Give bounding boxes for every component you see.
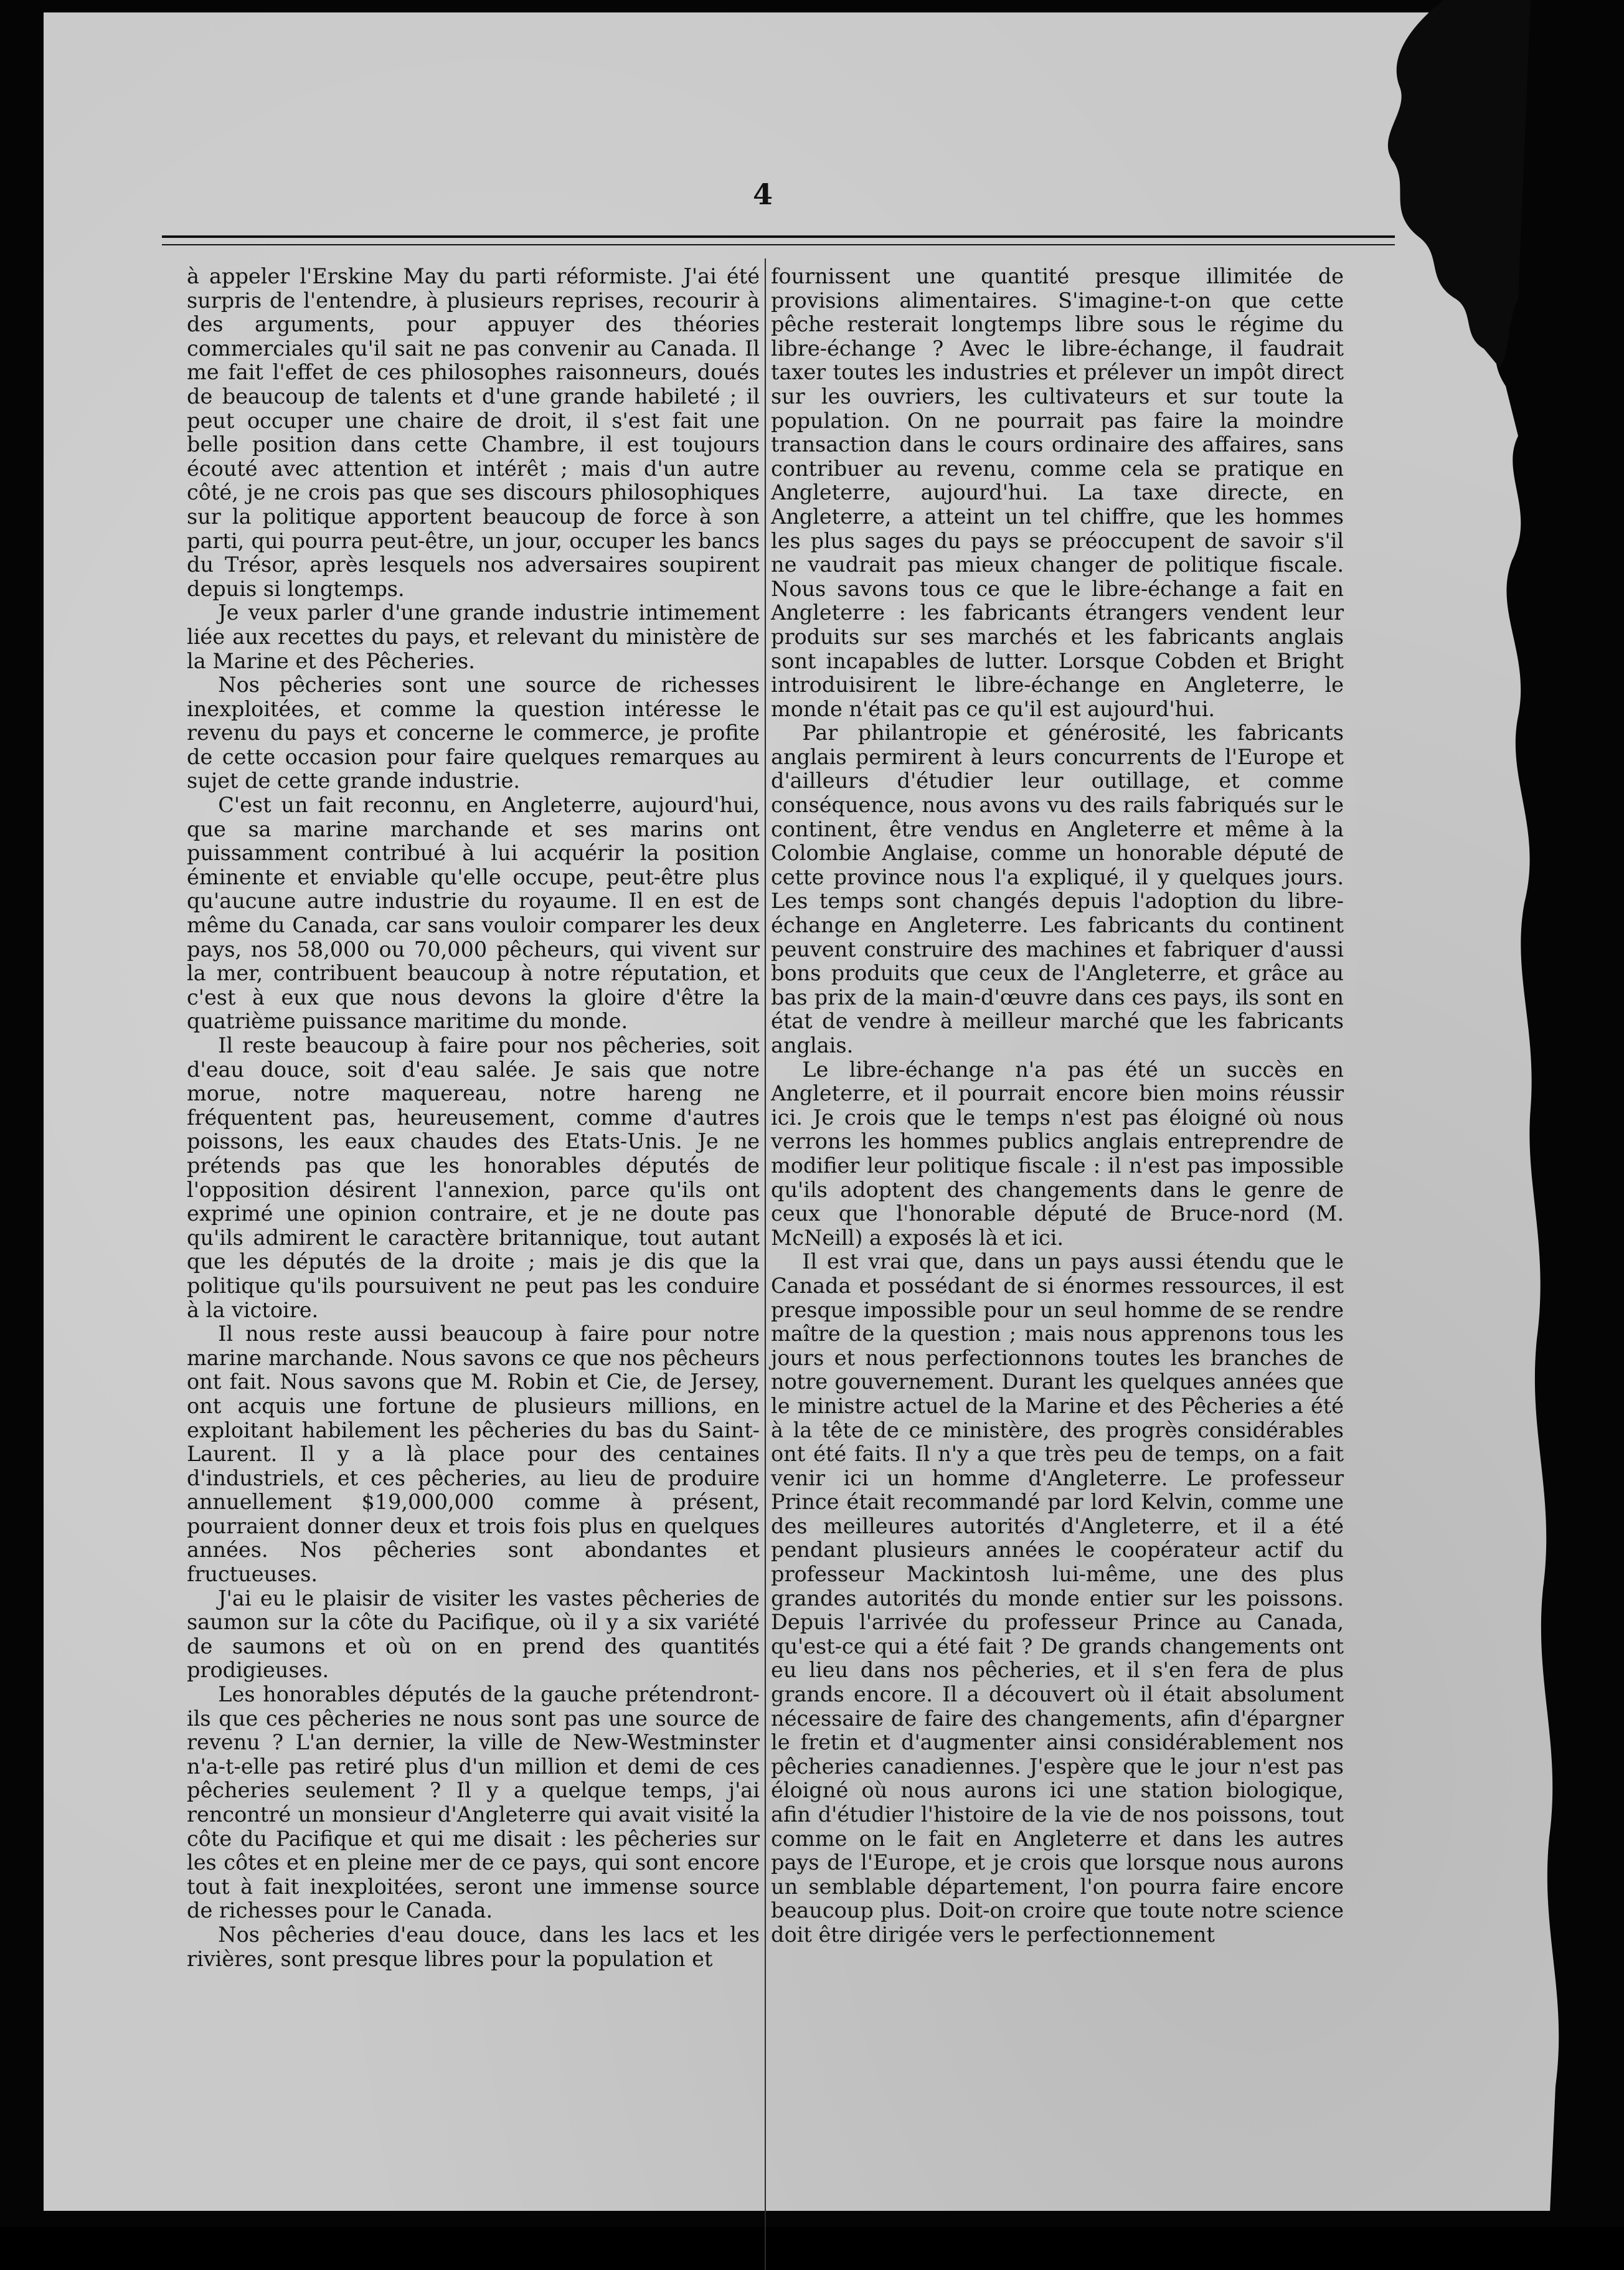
paragraph: Par philantropie et générosité, les fabricants anglais permirent à leurs concurrents de l'Europe et d'ailleurs d'étudier leur outillage, et comme conséquence, nous avons vu des rails fabriqués sur le continent, être vendus en Angleterre et même à la Colombie Anglaise, comme un honorable député de cette province nous l'a expliqué, il y quelques jours. Les temps sont changés depuis l'adoption du libre-échange en Angleterre. Les fabricants du continent peuvent construire des machines et fabriquer d'aussi bons produits que ceux de l'Angleterre, et grâce au bas prix de la main-d'œuvre dans ces pays, ils sont en état de vendre à meilleur marché que les fabricants anglais.	[771, 721, 1344, 1057]
paragraph: Les honorables députés de la gauche prétendront-ils que ces pêcheries ne nous sont pas une source de revenu ? L'an dernier, la ville de New-Westminster n'a-t-elle pas retiré plus d'un million et demi de ces pêcheries seulement ? Il y a quelque temps, j'ai rencontré un monsieur d'Angleterre qui avait visité la côte du Pacifique et qui me disait : les pêcheries sur les côtes et en pleine mer de ce pays, qui sont encore tout à fait inexploitées, seront une immense source de richesses pour le Canada.	[187, 1682, 760, 1923]
paragraph: Il nous reste aussi beaucoup à faire pour notre marine marchande. Nous savons ce que nos pêcheurs ont fait. Nous savons que M. Robin et Cie, de Jersey, ont acquis une fortune de plusieurs millions, en exploitant habilement les pêcheries du bas du Saint-Laurent. Il y a là place pour des centaines d'industriels, et ces pêcheries, au lieu de produire annuellement $19,000,000 comme à présent, pourraient donner deux et trois fois plus en quelques années. Nos pêcheries sont abondantes et fructueuses.	[187, 1322, 760, 1587]
column-divider	[765, 258, 766, 2270]
left-column	[187, 265, 760, 1971]
header-rule-thin	[162, 244, 1395, 245]
header-rule-thick	[162, 235, 1395, 238]
paragraph: à appeler l'Erskine May du parti réformiste. J'ai été surpris de l'entendre, à plusieurs reprises, recourir à des arguments, pour appuyer des théories commerciales qu'il sait ne pas convenir au Canada. Il me fait l'effet de ces philosophes raisonneurs, doués de beaucoup de talents et d'une grande habileté ; il peut occuper une chaire de droit, il s'est fait une belle position dans cette Chambre, il est toujours écouté avec attention et intérêt ; mais d'un autre côté, je ne crois pas que ses discours philosophiques sur la politique apportent beaucoup de force à son parti, qui pourra peut-être, un jour, occuper les bancs du Trésor, après lesquels nos adversaires soupirent depuis si longtemps.	[187, 264, 760, 601]
paragraph: Il reste beaucoup à faire pour nos pêcheries, soit d'eau douce, soit d'eau salée. Je sais que notre morue, notre maquereau, notre hareng ne fréquentent pas, heureusement, comme d'autres poissons, les eaux chaudes des Etats-Unis. Je ne prétends pas que les honorables députés de l'opposition désirent l'annexion, parce qu'ils ont exprimé une opinion contraire, et je ne doute pas qu'ils admirent le caractère britannique, tout autant que les députés de la droite ; mais je dis que la politique qu'ils poursuivent ne peut pas les conduire à la victoire.	[187, 1033, 760, 1322]
paragraph: J'ai eu le plaisir de visiter les vastes pêcheries de saumon sur la côte du Pacifique, où il y a six variété de saumons et où on en prend des quantités prodigieuses.	[187, 1586, 760, 1683]
paragraph: Il est vrai que, dans un pays aussi étendu que le Canada et possédant de si énormes ressources, il est presque impossible pour un seul homme de se rendre maître de la question ; mais nous apprenons tous les jours et nous perfectionnons toutes les branches de notre gouvernement. Durant les quelques années que le ministre actuel de la Marine et des Pêcheries a été à la tête de ce ministère, des progrès considérables ont été faits. Il n'y a que très peu de temps, on a fait venir ici un homme d'Angleterre. Le professeur Prince était recommandé par lord Kelvin, comme une des meilleures autorités d'Angleterre, et il a été pendant plusieurs années le coopérateur actif du professeur Mackintosh lui-même, une des plus grandes autorités du monde entier sur les poissons. Depuis l'arrivée du professeur Prince au Canada, qu'est-ce qui a été fait ? De grands changements ont eu lieu dans nos pêcheries, et il s'en fera de plus grands encore. Il a découvert où il était absolument nécessaire de faire des changements, afin d'épargner le fretin et d'augmenter ainsi considérablement nos pêcheries canadiennes. J'espère que le jour n'est pas éloigné où nous aurons ici une station biologique, afin d'étudier l'histoire de la vie de nos poissons, tout comme on le fait en Angleterre et dans les autres pays de l'Europe, et je crois que lorsque nous aurons un semblable département, l'on pourra faire encore beaucoup plus. Doit-on croire que toute notre science doit être dirigée vers le perfectionnement	[771, 1249, 1344, 1947]
paragraph: fournissent une quantité presque illimitée de provisions alimentaires. S'imagine-t-on que cette pêche resterait longtemps libre sous le régime du libre-échange ? Avec le libre-échange, il faudrait taxer toutes les industries et prélever un impôt direct sur les ouvriers, les cultivateurs et sur toute la population. On ne pourrait pas faire la moindre transaction dans le cours ordinaire des affaires, sans contribuer au revenu, comme cela se pratique en Angleterre, aujourd'hui. La taxe directe, en Angleterre, a atteint un tel chiffre, que les hommes les plus sages du pays se préoccupent de savoir s'il ne vaudrait pas mieux changer de politique fiscale. Nous savons tous ce que le libre-échange a fait en Angleterre : les fabricants étrangers vendent leur produits sur ses marchés et les fabricants anglais sont incapables de lutter. Lorsque Cobden et Bright introduisirent le libre-échange en Angleterre, le monde n'était pas ce qu'il est aujourd'hui.	[771, 264, 1344, 721]
paragraph: Nos pêcheries d'eau douce, dans les lacs et les rivières, sont presque libres pour la population et	[187, 1922, 760, 1971]
paragraph: Je veux parler d'une grande industrie intimement liée aux recettes du pays, et relevant du ministère de la Marine et des Pêcheries.	[187, 600, 760, 673]
torn-page-edge	[1350, 0, 1624, 2227]
paragraph: Le libre-échange n'a pas été un succès en Angleterre, et il pourrait encore bien moins réussir ici. Je crois que le temps n'est pas éloigné où nous verrons les hommes publics anglais entreprendre de modifier leur politique fiscale : il n'est pas impossible qu'ils adoptent des changements dans le genre de ceux que l'honorable député de Bruce-nord (M. McNeill) a exposés là et ici.	[771, 1057, 1344, 1250]
paragraph: C'est un fait reconnu, en Angleterre, aujourd'hui, que sa marine marchande et ses marins ont puissamment contribué à lui acquérir la position éminente et enviable qu'elle occupe, peut-être plus qu'aucune autre industrie du royaume. Il en est de même du Canada, car sans vouloir comparer les deux pays, nos 58,000 ou 70,000 pêcheurs, qui vivent sur la mer, contribuent beaucoup à notre réputation, et c'est à eux que nous devons la gloire d'être la quatrième puissance maritime du monde.	[187, 793, 760, 1034]
paragraph: Nos pêcheries sont une source de richesses inexploitées, et comme la question intéresse le revenu du pays et concerne le commerce, je profite de cette occasion pour faire quelques remarques au sujet de cette grande industrie.	[187, 673, 760, 793]
right-column	[771, 265, 1344, 1947]
page-number: 4	[752, 177, 773, 211]
